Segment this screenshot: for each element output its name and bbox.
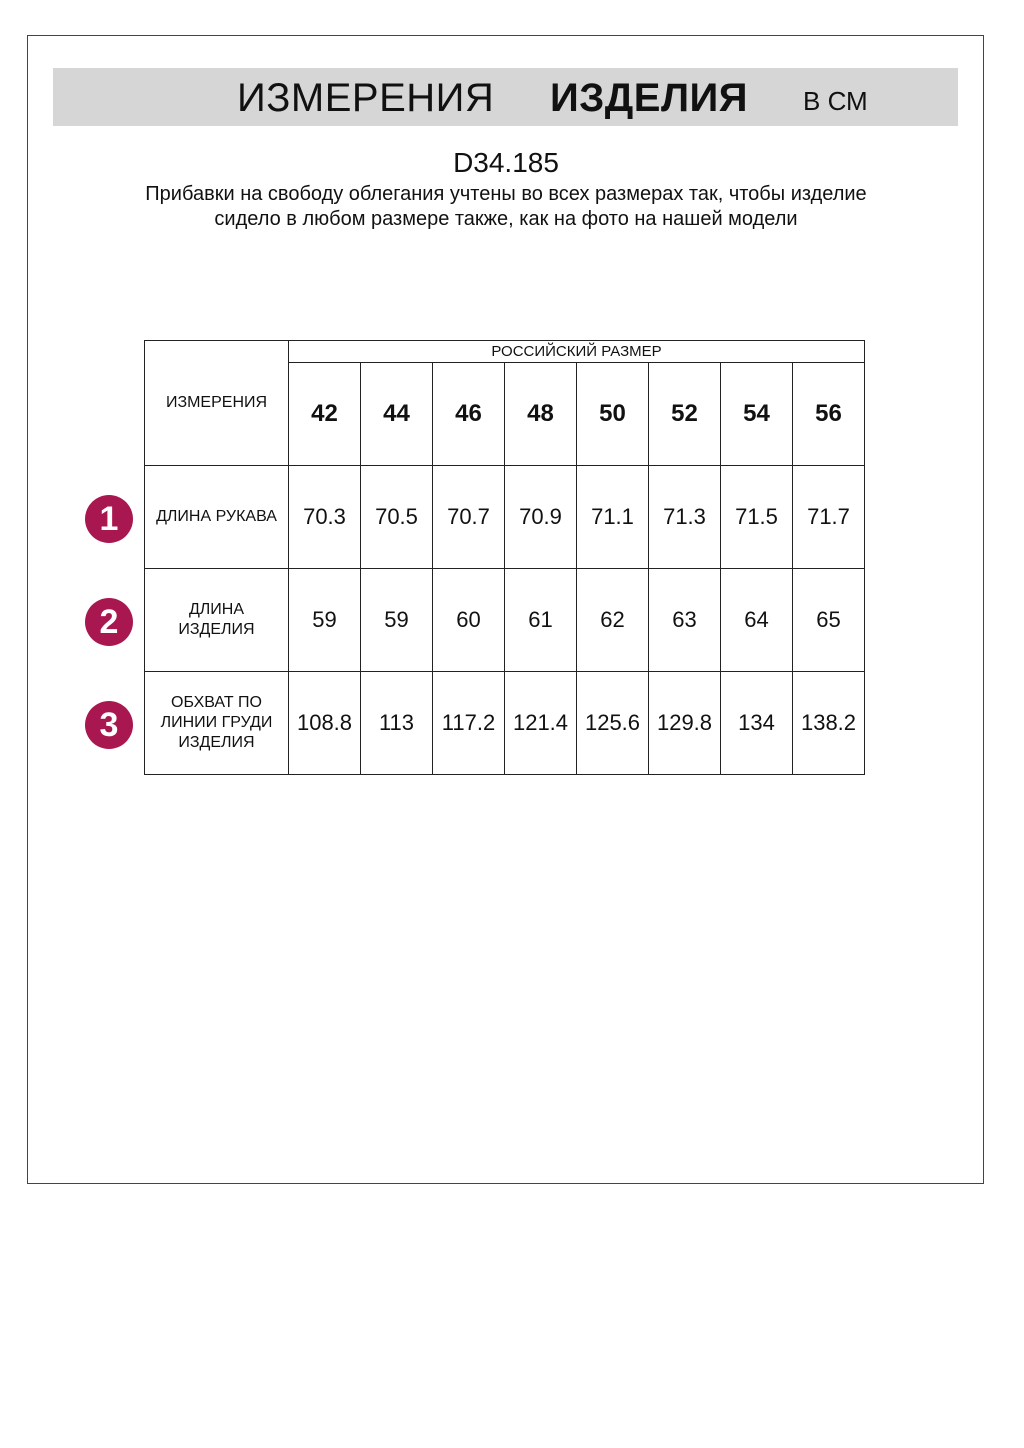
- table-cell: 71.7: [793, 466, 865, 569]
- size-header: 52: [649, 363, 721, 466]
- size-header: 56: [793, 363, 865, 466]
- fit-note: Прибавки на свободу облегания учтены во всех размерах так, чтобы изделие сидело в любом размере также, как на фото на нашей модели: [145, 183, 867, 230]
- table-row: [145, 569, 865, 672]
- size-table: [144, 340, 865, 775]
- table-row: [145, 672, 865, 775]
- table-cell: 113: [361, 672, 433, 775]
- size-header: 54: [721, 363, 793, 466]
- table-cell: 70.5: [361, 466, 433, 569]
- table-cell: 61: [505, 569, 577, 672]
- size-header: 50: [577, 363, 649, 466]
- table-cell: 138.2: [793, 672, 865, 775]
- table-cell: 71.3: [649, 466, 721, 569]
- table-cell: 70.7: [433, 466, 505, 569]
- title-unit: В СМ: [803, 86, 868, 116]
- table-cell: 70.3: [289, 466, 361, 569]
- measure-header: ИЗМЕРЕНИЯ: [145, 341, 289, 466]
- badge-1: 1: [85, 495, 133, 543]
- size-header: 48: [505, 363, 577, 466]
- table-cell: 70.9: [505, 466, 577, 569]
- row-label-sleeve-length: ДЛИНА РУКАВА: [145, 466, 289, 569]
- badge-3: 3: [85, 701, 133, 749]
- table-cell: 64: [721, 569, 793, 672]
- size-header: 46: [433, 363, 505, 466]
- table-cell: 134: [721, 672, 793, 775]
- table-cell: 59: [289, 569, 361, 672]
- table-cell: 65: [793, 569, 865, 672]
- article-number: D34.185: [453, 147, 559, 178]
- table-cell: 60: [433, 569, 505, 672]
- table-cell: 71.1: [577, 466, 649, 569]
- table-row: [145, 466, 865, 569]
- table-cell: 63: [649, 569, 721, 672]
- row-label-item-length: ДЛИНА ИЗДЕЛИЯ: [145, 569, 289, 672]
- table-cell: 117.2: [433, 672, 505, 775]
- row-label-chest-girth: ОБХВАТ ПО ЛИНИИ ГРУДИ ИЗДЕЛИЯ: [145, 672, 289, 775]
- table-cell: 108.8: [289, 672, 361, 775]
- size-header: 42: [289, 363, 361, 466]
- table-cell: 59: [361, 569, 433, 672]
- table-cell: 121.4: [505, 672, 577, 775]
- table-cell: 125.6: [577, 672, 649, 775]
- table-cell: 129.8: [649, 672, 721, 775]
- title-item: ИЗДЕЛИЯ: [550, 76, 749, 120]
- title-measurements: ИЗМЕРЕНИЯ: [237, 76, 495, 120]
- table-cell: 71.5: [721, 466, 793, 569]
- size-group-header: РОССИЙСКИЙ РАЗМЕР: [289, 341, 865, 363]
- badge-2: 2: [85, 598, 133, 646]
- table-cell: 62: [577, 569, 649, 672]
- size-header: 44: [361, 363, 433, 466]
